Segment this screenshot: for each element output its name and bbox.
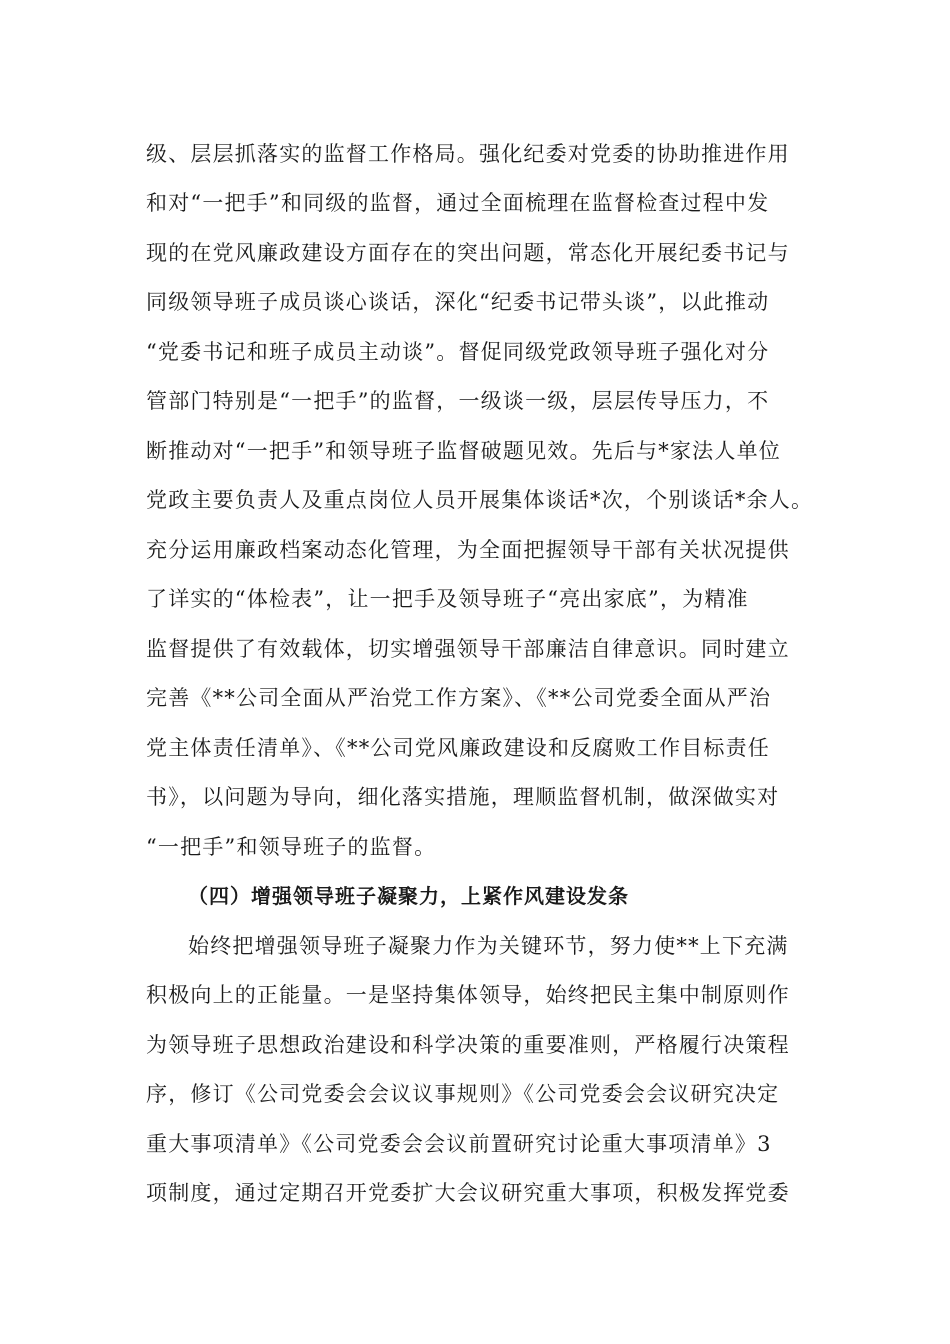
text-line: 党政主要负责人及重点岗位人员开展集体谈话*次，个别谈话*余人。 bbox=[146, 488, 814, 512]
text-line: 项制度，通过定期召开党委扩大会议研究重大事项，积极发挥党委 bbox=[146, 1181, 790, 1205]
text-line: 充分运用廉政档案动态化管理，为全面把握领导干部有关状况提供 bbox=[146, 538, 790, 562]
text-line: 重大事项清单》《公司党委会会议前置研究讨论重大事项清单》3 bbox=[146, 1132, 772, 1156]
text-line: 序，修订《公司党委会会议议事规则》《公司党委会会议研究决定 bbox=[146, 1082, 780, 1106]
text-line: 为领导班子思想政治建设和科学决策的重要准则，严格履行决策程 bbox=[146, 1033, 790, 1057]
text-line: 积极向上的正能量。一是坚持集体领导，始终把民主集中制原则作 bbox=[146, 983, 790, 1007]
text-line: 现的在党风廉政建设方面存在的突出问题，常态化开展纪委书记与 bbox=[146, 241, 790, 265]
text-line: 同级领导班子成员谈心谈话，深化“纪委书记带头谈”，以此推动 bbox=[146, 290, 770, 314]
text-line: 监督提供了有效载体，切实增强领导干部廉洁自律意识。同时建立 bbox=[146, 637, 790, 661]
text-line: 了详实的“体检表”，让一把手及领导班子“亮出家底”，为精准 bbox=[146, 587, 749, 611]
text-line: 级、层层抓落实的监督工作格局。强化纪委对党委的协助推进作用 bbox=[146, 142, 790, 166]
text-line: “一把手”和领导班子的监督。 bbox=[146, 835, 437, 859]
text-line: 和对“一把手”和同级的监督，通过全面梳理在监督检查过程中发 bbox=[146, 191, 770, 215]
text-line: 管部门特别是“一把手”的监督，一级谈一级，层层传导压力，不 bbox=[146, 389, 770, 413]
text-line: “党委书记和班子成员主动谈”。督促同级党政领导班子强化对分 bbox=[146, 340, 770, 364]
section-heading: （四）增强领导班子凝聚力，上紧作风建设发条 bbox=[188, 884, 629, 908]
text-line: 党主体责任清单》、《**公司党风廉政建设和反腐败工作目标责任 bbox=[146, 736, 770, 760]
text-line: 始终把增强领导班子凝聚力作为关键环节，努力使**上下充满 bbox=[188, 934, 789, 958]
text-line: 书》，以问题为导向，细化落实措施，理顺监督机制，做深做实对 bbox=[146, 785, 780, 809]
text-line: 完善《**公司全面从严治党工作方案》、《**公司党委全面从严治 bbox=[146, 686, 772, 710]
text-line: 断推动对“一把手”和领导班子监督破题见效。先后与*家法人单位 bbox=[146, 439, 781, 463]
